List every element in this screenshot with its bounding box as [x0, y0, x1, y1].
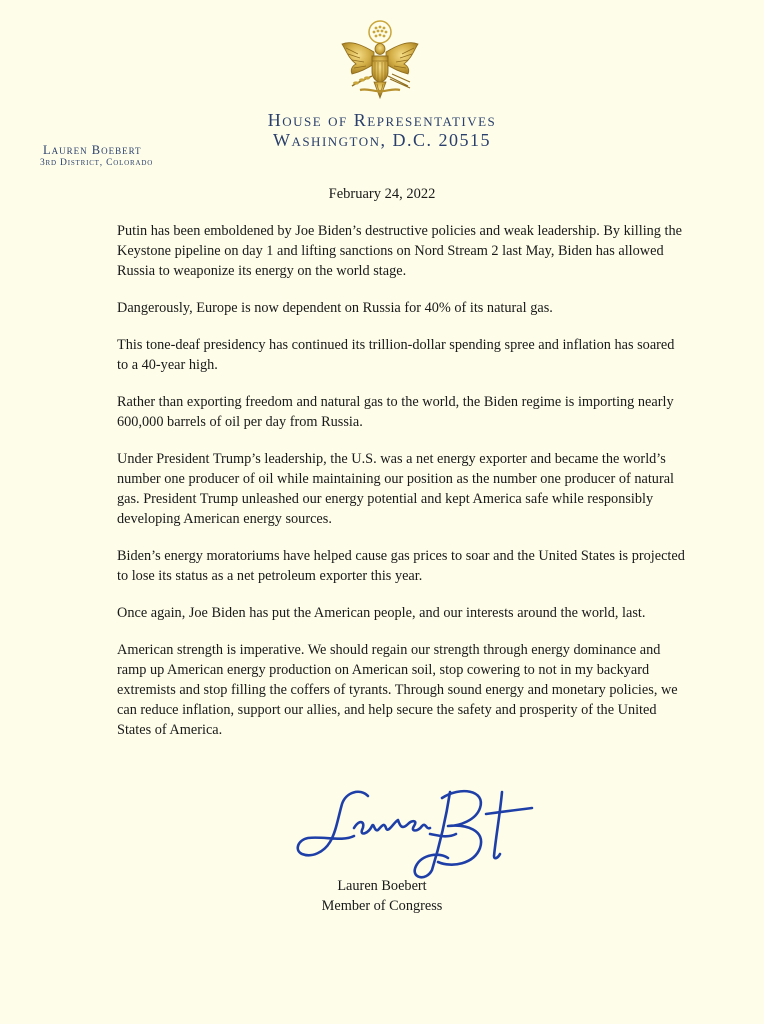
handwritten-signature	[290, 778, 540, 883]
letter-body	[117, 221, 689, 757]
paragraph: This tone-deaf presidency has continued its trillion-dollar spending spree and inflation has soared to a 40-year high.	[117, 337, 675, 373]
paragraph: Under President Trump’s leadership, the U.S. was a net energy exporter and became the world’s number one producer of oil while maintaining our position as the number one producer of natural gas. President Trump unleashed our energy potential and kept America safe while responsibly developing American energy sources.	[117, 451, 675, 527]
signer-title: Member of Congress	[321, 898, 443, 914]
member-district: 3rd District, Colorado	[40, 158, 154, 168]
paragraph: Rather than exporting freedom and natural gas to the world, the Biden regime is importing nearly 600,000 barrels of oil per day from Russia.	[117, 394, 674, 430]
letterhead-house	[200, 110, 564, 150]
paragraph: Biden’s energy moratoriums have helped cause gas prices to soar and the United States is projected to lose its status as a net petroleum exporter this year.	[117, 548, 685, 584]
house-line-1: House of Representatives	[267, 110, 497, 130]
house-line-2: Washington, D.C. 20515	[272, 130, 492, 150]
member-name: Lauren Boebert	[43, 143, 142, 157]
signer-name: Lauren Boebert	[337, 878, 427, 894]
great-seal-eagle-icon	[338, 18, 422, 108]
letterhead-member	[40, 143, 240, 169]
paragraph: Dangerously, Europe is now dependent on Russia for 40% of its natural gas.	[117, 300, 553, 316]
letter-date: February 24, 2022	[328, 186, 436, 202]
paragraph: Once again, Joe Biden has put the American people, and our interests around the world, last.	[117, 605, 646, 621]
paragraph: American strength is imperative. We should regain our strength through energy dominance and ramp up American energy production on American soil, stop cowering to not in my backyard extremists and stop filling the coffers of tyrants. Through sound energy and monetary policies, we can reduce inflation, support our allies, and help secure the safety and prosperity of the United States of America.	[117, 642, 678, 738]
paragraph: Putin has been emboldened by Joe Biden’s destructive policies and weak leadership. By killing the Keystone pipeline on day 1 and lifting sanctions on Nord Stream 2 last May, Biden has allowed Russia to weaponize its energy on the world stage.	[117, 223, 682, 279]
